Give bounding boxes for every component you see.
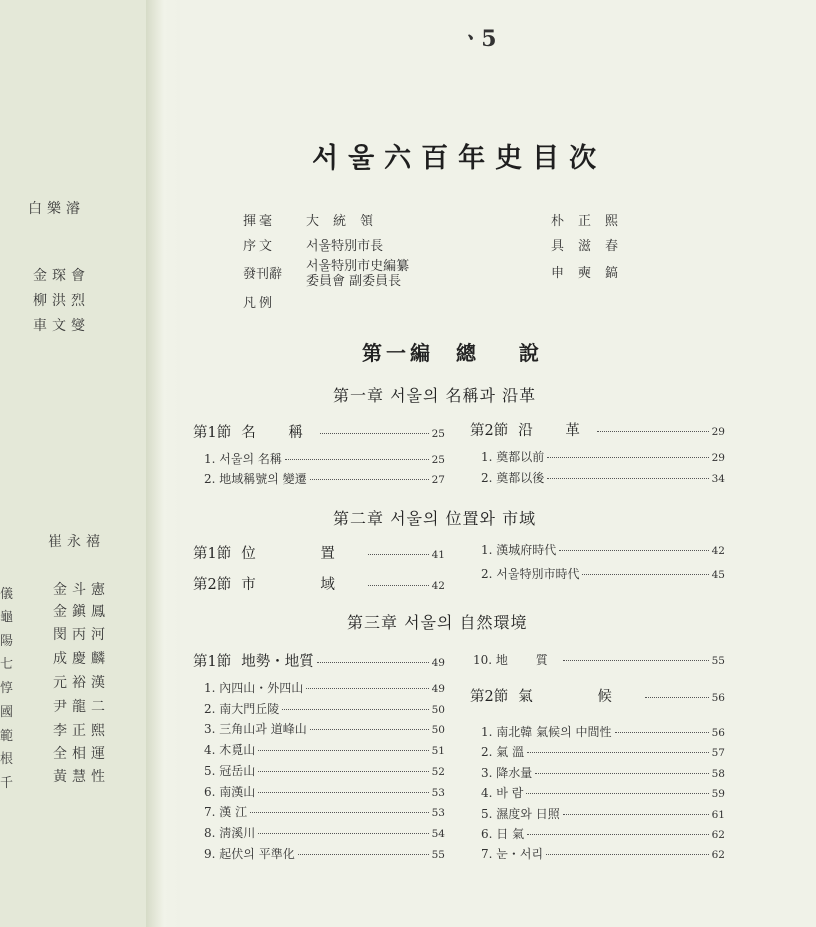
dot-leader <box>258 771 428 772</box>
dot-leader <box>527 834 709 835</box>
toc-item[interactable] <box>481 541 725 558</box>
item-number: 1. <box>204 452 216 466</box>
item-number: 2. <box>481 471 493 485</box>
section-title: 氣 候 <box>518 689 642 705</box>
section-number: 第1節 <box>193 425 232 441</box>
section-title: 地勢・地質 <box>241 654 314 670</box>
section-number: 第1節 <box>193 654 232 670</box>
contributor-name: 柳洪烈 <box>33 293 90 309</box>
contributor-name: 全相運 <box>53 746 110 762</box>
page-number: 42 <box>711 545 725 557</box>
item-number: 9. <box>204 846 216 861</box>
toc-item[interactable] <box>481 723 725 740</box>
item-number: 8. <box>204 825 216 840</box>
item-number: 1. <box>481 725 493 739</box>
page-number: 29 <box>711 426 725 438</box>
toc-item[interactable] <box>204 720 445 737</box>
dot-leader <box>563 814 709 815</box>
front-label: 發刊辭 <box>243 267 283 282</box>
page-number: 25 <box>431 428 445 440</box>
page-number: 55 <box>431 848 445 861</box>
toc-item[interactable] <box>204 824 445 841</box>
item-title: 三角山과 道峰山 <box>219 722 307 737</box>
toc-item[interactable] <box>481 825 725 842</box>
dot-leader <box>547 457 708 458</box>
edge-char: 七 <box>0 657 14 672</box>
page-number: 54 <box>431 827 445 840</box>
item-number: 2. <box>204 472 216 486</box>
page-number: 42 <box>431 580 445 592</box>
dot-leader <box>310 729 429 730</box>
page-number: 62 <box>711 849 725 862</box>
section-title: 位 置 <box>241 546 365 562</box>
item-title: 地域稱號의 變遷 <box>219 472 307 486</box>
edge-char: 陽 <box>0 634 14 649</box>
page-number: 50 <box>431 724 445 737</box>
item-title: 木覓山 <box>219 743 256 758</box>
edge-char: 根 <box>0 752 14 767</box>
item-number: 3. <box>204 722 216 737</box>
contributor-name: 黃慧性 <box>53 769 110 785</box>
item-number: 6. <box>204 784 216 799</box>
dot-leader <box>250 812 429 813</box>
page-number: 41 <box>431 549 445 561</box>
dot-leader <box>282 709 428 710</box>
dot-leader <box>258 750 428 751</box>
toc-item[interactable] <box>481 784 725 801</box>
item-number: 5. <box>204 763 216 778</box>
item-title: 日 氣 <box>496 827 525 841</box>
front-label: 凡例 <box>243 296 276 311</box>
page-number: 50 <box>431 703 445 716</box>
dot-leader <box>310 479 429 480</box>
dot-leader <box>298 854 429 855</box>
item-number: 2. <box>481 745 493 760</box>
item-title: 漢城府時代 <box>496 543 557 557</box>
item-title: 起伏의 平準化 <box>219 846 295 861</box>
page-number: 52 <box>431 765 445 778</box>
section-title: 名 稱 <box>241 425 317 441</box>
contributor-name: 崔永禧 <box>48 534 105 550</box>
page-number: 27 <box>431 474 445 486</box>
dot-leader <box>535 773 708 774</box>
item-title: 奠都以後 <box>496 471 545 485</box>
page-mark: ㆍ5 <box>460 26 497 52</box>
edge-char: 儀 <box>0 587 14 602</box>
front-holder-line2: 委員會 副委員長 <box>306 274 402 289</box>
dot-leader <box>645 697 709 698</box>
toc-section[interactable] <box>470 685 725 706</box>
chapter-title: 第一章 서울의 名稱과 沿革 <box>333 386 537 405</box>
page-number: 45 <box>711 569 725 581</box>
toc-section[interactable] <box>470 419 725 440</box>
part-heading <box>362 337 557 366</box>
chapter-title: 第三章 서울의 自然環境 <box>347 613 528 632</box>
dot-leader <box>527 752 709 753</box>
toc-item[interactable] <box>481 448 725 465</box>
contributor-name: 成慶麟 <box>53 651 110 667</box>
item-title: 濕度와 日照 <box>496 806 560 821</box>
item-title: 冠岳山 <box>219 763 256 778</box>
page-number: 34 <box>711 473 725 485</box>
contributor-name: 元裕漢 <box>53 675 110 691</box>
left-page <box>0 0 152 927</box>
page-number: 53 <box>431 786 445 799</box>
toc-item[interactable] <box>204 741 445 758</box>
item-title: 內四山・外四山 <box>219 681 304 695</box>
page-number: 57 <box>711 747 725 760</box>
dot-leader <box>597 431 709 432</box>
front-holder: 서울特別市長 <box>306 239 384 254</box>
edge-char: 龜 <box>0 610 14 625</box>
section-title: 市 域 <box>241 577 365 593</box>
item-number: 2. <box>481 567 493 581</box>
item-title: 서울의 名稱 <box>219 452 282 466</box>
toc-item[interactable] <box>204 803 445 820</box>
edge-char: 惇 <box>0 681 14 696</box>
toc-item[interactable] <box>204 783 445 800</box>
section-title: 沿 革 <box>518 423 594 439</box>
item-number: 4. <box>204 743 216 758</box>
item-number: 1. <box>481 450 493 464</box>
page-number: 62 <box>711 829 725 841</box>
front-name: 申奭鎬 <box>551 266 633 281</box>
front-holder-line1: 서울特別市史編纂 <box>306 259 410 274</box>
toc-item[interactable] <box>481 469 725 486</box>
toc-item[interactable] <box>204 700 445 717</box>
edge-char: 範 <box>0 729 14 744</box>
toc-item[interactable] <box>204 845 445 862</box>
toc-item[interactable] <box>481 743 725 760</box>
item-number: 7. <box>204 805 216 820</box>
dot-leader <box>615 732 709 733</box>
toc-item[interactable] <box>204 450 445 467</box>
page-number: 58 <box>711 767 725 780</box>
page-number: 56 <box>711 692 725 704</box>
contributor-name: 閔丙河 <box>53 627 110 643</box>
toc-item[interactable] <box>481 805 725 822</box>
edge-char: 國 <box>0 705 14 720</box>
item-number: 10. <box>473 653 493 667</box>
item-number: 1. <box>481 543 493 557</box>
dot-leader <box>306 688 428 689</box>
toc-item[interactable] <box>204 762 445 779</box>
toc-item[interactable] <box>204 470 445 487</box>
contributor-name: 車文燮 <box>33 318 90 334</box>
page-number: 51 <box>431 745 445 758</box>
item-title: 氣 溫 <box>496 745 525 760</box>
section-number: 第2節 <box>193 577 232 593</box>
dot-leader <box>563 660 709 661</box>
toc-item[interactable] <box>473 651 725 668</box>
page-number: 25 <box>431 454 445 466</box>
front-holder: 大統領 <box>306 214 388 229</box>
dot-leader <box>258 792 428 793</box>
item-title: 서울特別市時代 <box>496 567 580 581</box>
page-number: 59 <box>711 788 725 801</box>
dot-leader <box>526 793 708 794</box>
page-number: 61 <box>711 808 725 821</box>
front-name: 具滋春 <box>551 239 633 254</box>
dot-leader <box>559 550 708 551</box>
toc-section[interactable] <box>193 573 445 594</box>
item-number: 6. <box>481 827 493 841</box>
toc-item[interactable] <box>481 764 725 781</box>
contributor-name: 金琛會 <box>33 268 90 284</box>
dot-leader <box>285 459 429 460</box>
section-number: 第1節 <box>193 546 232 562</box>
toc-item[interactable] <box>204 679 445 696</box>
page-number: 49 <box>431 657 445 669</box>
item-number: 2. <box>204 701 216 716</box>
section-number: 第2節 <box>470 423 509 439</box>
item-title: 南北韓 氣候의 中間性 <box>496 725 612 739</box>
contributor-name: 金斗憲 <box>53 582 110 598</box>
contributor-name: 白樂濬 <box>28 201 85 217</box>
contributor-name: 尹龍二 <box>53 699 110 715</box>
contributor-name: 金鎭鳳 <box>53 604 110 620</box>
item-number: 4. <box>481 786 493 801</box>
page-number: 53 <box>431 807 445 820</box>
page-number: 55 <box>711 655 725 667</box>
toc-section[interactable] <box>193 421 445 442</box>
front-label: 揮毫 <box>243 214 276 229</box>
page-title: 서울六百年史目次 <box>312 143 607 174</box>
dot-leader <box>317 662 429 663</box>
dot-leader <box>258 833 428 834</box>
item-number: 1. <box>204 681 216 695</box>
item-title: 南漢山 <box>219 784 256 799</box>
front-name: 朴正熙 <box>551 214 633 229</box>
dot-leader <box>368 585 429 586</box>
page-number: 49 <box>431 683 445 695</box>
item-title: 漢 江 <box>219 805 248 820</box>
section-number: 第2節 <box>470 689 509 705</box>
item-title: 地 質 <box>495 653 560 667</box>
page-number: 56 <box>711 727 725 739</box>
chapter-title: 第二章 서울의 位置와 市域 <box>333 509 537 528</box>
item-title: 南大門丘陵 <box>219 701 280 716</box>
dot-leader <box>582 574 708 575</box>
item-title: 降水量 <box>496 765 533 780</box>
front-label: 序文 <box>243 239 276 254</box>
page-number: 29 <box>711 452 725 464</box>
item-title: 바 람 <box>496 786 524 801</box>
item-title: 淸溪川 <box>219 825 256 840</box>
toc-item[interactable] <box>481 845 725 862</box>
toc-section[interactable] <box>193 542 445 563</box>
item-title: 눈・서리 <box>496 847 544 862</box>
item-number: 5. <box>481 806 493 821</box>
part-number: 第一編 <box>362 341 434 365</box>
item-title: 奠都以前 <box>496 450 545 464</box>
contributor-name: 李正熙 <box>53 723 110 739</box>
toc-item[interactable] <box>481 565 725 582</box>
dot-leader <box>546 854 709 855</box>
item-number: 3. <box>481 765 493 780</box>
edge-char: 千 <box>0 776 14 791</box>
part-title: 總 說 <box>455 341 557 365</box>
dot-leader <box>320 433 429 434</box>
toc-section[interactable] <box>193 650 445 671</box>
item-number: 7. <box>481 847 493 862</box>
dot-leader <box>368 554 429 555</box>
dot-leader <box>547 478 708 479</box>
